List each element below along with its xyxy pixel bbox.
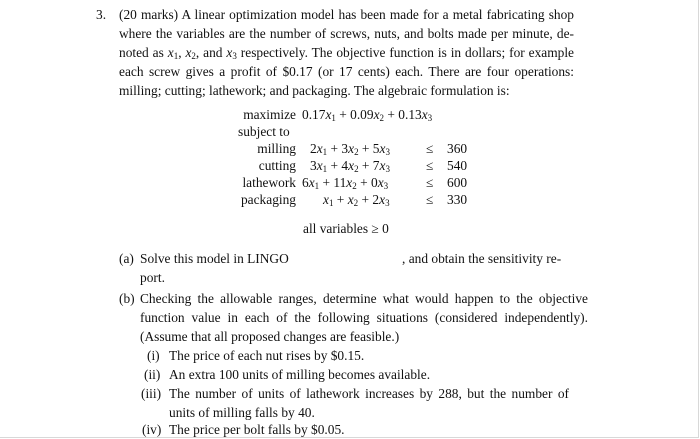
part-a-line2: port. [140,270,165,285]
constraint-name-packaging: packaging [240,192,296,207]
constraint-rel: ≤ [426,158,434,173]
constraint-rhs-lathework: 600 [447,175,468,190]
maximize-label: maximize [243,107,296,122]
subpart-label: (iv) [142,422,162,437]
subpart-label: (iii) [141,386,162,401]
part-label: (a) [119,251,134,266]
subpart-line: The price of each nut rises by $0.15. [169,348,365,363]
subpart-line: The number of units of lathework increases by 288, but the number of [169,386,569,401]
constraint-rhs-packaging: 330 [447,192,468,207]
part-a-line1-right: , and obtain the sensitivity re- [402,251,562,266]
question-number: 3. [96,7,107,22]
part-b-line: function value in each of the following situations (considered independently). [140,310,588,325]
constraint-name-milling: milling [257,141,296,156]
subpart-label: (ii) [144,367,161,382]
constraint-expr-lathework: $6x_1 + 11x_2 + 0x_3$ [302,175,389,191]
part-b-line: Checking the allowable ranges, determine what would happen to the objective [140,291,588,306]
intro-line: noted as $x_1$, $x_2$, and $x_3$ respectively. The objective function is in dollars; for example [119,45,574,61]
part-b-line: (Assume that all proposed changes are feasible.) [140,329,400,344]
intro-line: where the variables are the number of screws, nuts, and bolts made per minute, de- [119,26,574,41]
part-a-line1-left: Solve this model in LINGO [140,251,289,266]
subpart-line: An extra 100 units of milling becomes available. [169,367,431,382]
part-label: (b) [119,291,135,306]
intro-line: milling; cutting; lathework; and packaging. The algebraic formulation is: [119,83,510,98]
constraint-rhs-cutting: 540 [447,158,468,173]
constraint-rel: ≤ [426,141,434,156]
intro-line: each screw gives a profit of $0.17 (or 17 cents) each. There are four operations: [119,64,574,79]
subpart-line: The price per bolt falls by $0.05. [169,422,345,437]
objective-function: $0.17x_1 + 0.09x_2 + 0.13x_3$ [302,107,433,123]
nonnegativity-constraint: all variables ≥ 0 [303,221,389,236]
subpart-line: units of milling falls by 40. [169,405,315,420]
subject-to-label: subject to [238,124,290,139]
intro-line: (20 marks) A linear optimization model has been made for a metal fabricating shop [119,7,574,22]
constraint-expr-cutting: $3x_1 + 4x_2 + 7x_3$ [310,158,390,174]
constraint-rhs-milling: 360 [447,141,468,156]
constraint-rel: ≤ [426,192,434,207]
constraint-expr-milling: $2x_1 + 3x_2 + 5x_3$ [310,141,390,157]
subpart-label: (i) [147,348,160,363]
question-intro [119,5,574,100]
constraint-rel: ≤ [426,175,434,190]
constraint-name-cutting: cutting [258,158,296,173]
constraint-expr-packaging: $x_1 + x_2 + 2x_3$ [323,192,390,208]
constraint-name-lathework: lathework [242,175,296,190]
